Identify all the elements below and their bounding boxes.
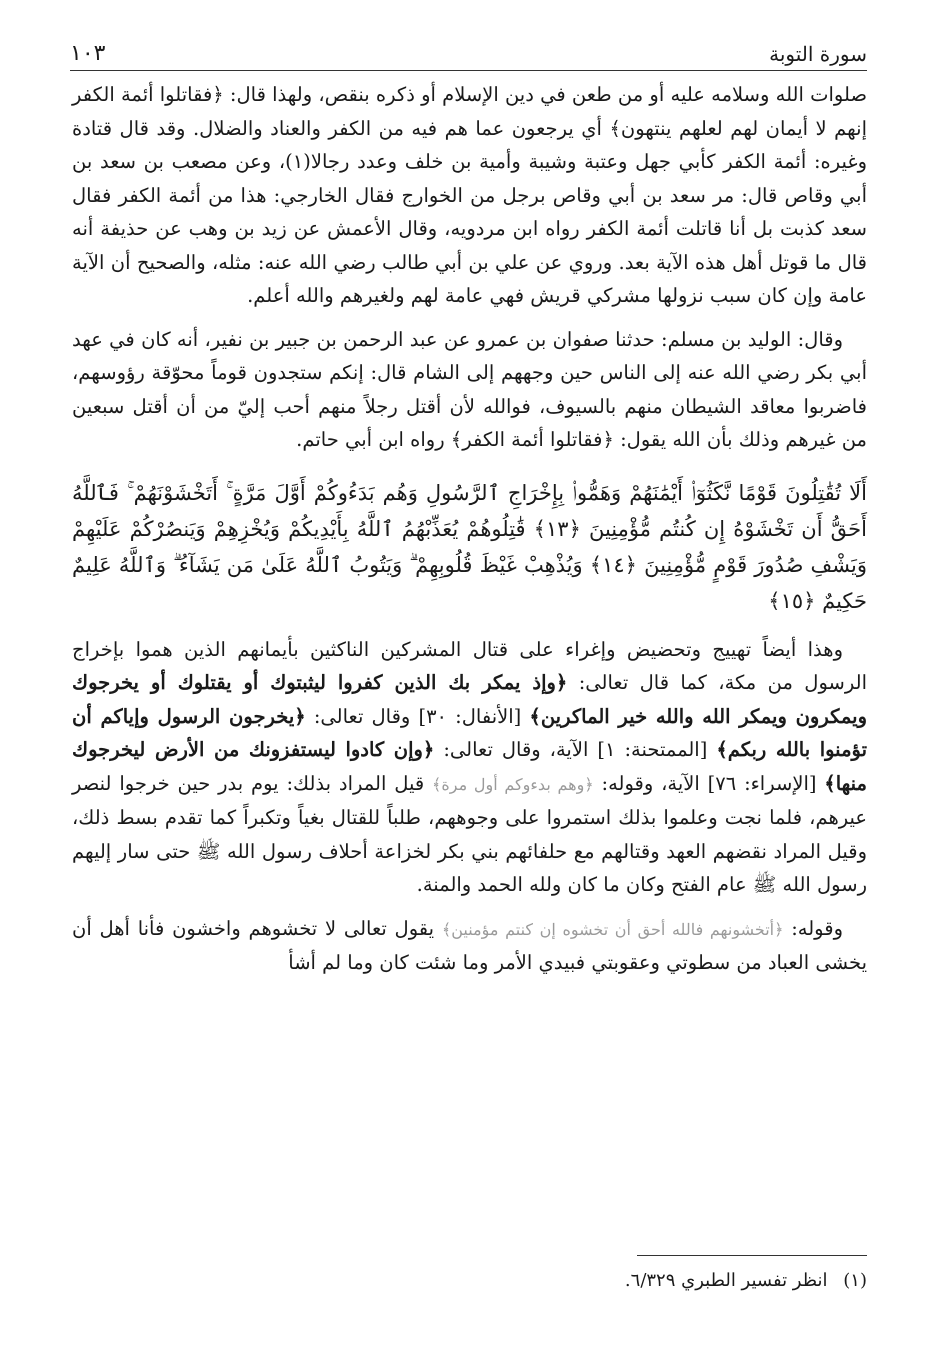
surah-name: سورة التوبة <box>769 42 867 66</box>
text-run: [الممتحنة: ١] الآية، وقال تعالى: <box>434 738 717 761</box>
text-run: [الأنفال: ٣٠] وقال تعالى: <box>305 704 530 728</box>
paragraph: وقال: الوليد بن مسلم: حدثنا صفوان بن عمرو عن عبد الرحمن بن جبير بن نفير، أنه كان في عهد أبي بكر رضي الله عنه إلى الناس حين وجههم إلى الشام قال: إنكم ستجدون قوماً محوّقة رؤوسهم، فاضربوا معاقد الشيطان منهم بالسيوف، فوالله لأن أقتل رجلاً منهم أحب إليّ من أن أقتل سبعين من غيرهم وذلك بأن الله يقول: ﴿فقاتلوا أئمة الكفر﴾ رواه ابن أبي حاتم. <box>72 327 867 451</box>
footnote-number: (١) <box>843 1270 867 1291</box>
footnote-divider <box>637 1255 867 1256</box>
paragraph: صلوات الله وسلامه عليه أو من طعن في دين الإسلام أو ذكره بنقص، ولهذا قال: ﴿فقاتلوا أئمة الكفر إنهم لا أيمان لهم لعلهم ينتهون﴾ أي يرجعون عما هم فيه من الكفر والعناد والضلال. وقد قال قتادة وغيره: أئمة الكفر كأبي جهل وعتبة وشيبة وأمية بن خلف وعدد رجالا(١)، وعن مصعب بن سعد بن أبي وقاص قال: مر سعد بن أبي وقاص برجل من الخوارج فقال الخارجي: هذا من أئمة الكفر فقال سعد كذبت بل أنا قاتلت أئمة الكفر رواه ابن مردويه، وقال الأعمش عن زيد بن وهب عن حذيفة أنه قال ما قوتل أهل هذه الآية بعد. وروي عن علي بن أبي طالب رضي الله عنه: مثله، والصحيح أن الآية عامة وإن كان سبب نزولها مشركي قريش فهي عامة لهم ولغيرهم والله أعلم. <box>72 83 867 307</box>
text-run: وهذا أيضاً تهييج وتحضيض وإغراء على قتال المشركين الناكثين بأيمانهم الذين هموا بإخراج الرسول من مكة، كما قال تعالى: <box>72 637 867 694</box>
paragraph <box>72 912 867 980</box>
footnote <box>625 1270 867 1291</box>
footnote-text: انظر تفسير الطبري ٦/٣٢٩. <box>624 1270 828 1291</box>
page-number: ١٠٣ <box>70 41 106 66</box>
text-run: يقول تعالى لا تخشوهم واخشون فأنا أهل أن يخشى العباد من سطوتي وعقوبتي فبيدي الأمر وما شئت كان وما لم أشأ <box>72 916 867 974</box>
quran-verses: أَلَا تُقَٰتِلُونَ قَوْمًا نَّكَثُوٓا۟ أَيْمَٰنَهُمْ وَهَمُّوا۟ بِإِخْرَاجِ ٱلرَّسُولِ وَهُم بَدَءُوكُمْ أَوَّلَ مَرَّةٍ ۚ أَتَخْشَوْنَهُمْ ۚ فَٱللَّهُ أَحَقُّ أَن تَخْشَوْهُ إِن كُنتُم مُّؤْمِنِينَ ﴿١٣﴾ قَٰتِلُوهُمْ يُعَذِّبْهُمُ ٱللَّهُ بِأَيْدِيكُمْ وَيُخْزِهِمْ وَيَنصُرْكُمْ عَلَيْهِمْ وَيَشْفِ صُدُورَ قَوْمٍ مُّؤْمِنِينَ ﴿١٤﴾ وَيُذْهِبْ غَيْظَ قُلُوبِهِمْ ۗ وَيَتُوبُ ٱللَّهُ عَلَىٰ مَن يَشَآءُ ۗ وَٱللَّهُ عَلِيمٌ حَكِيمٌ ﴿١٥﴾ <box>72 480 868 613</box>
quran-quote-faint: ﴿وهم بدءوكم أول مرة﴾ <box>432 774 594 794</box>
quran-quote-faint: ﴿أتخشونهم فالله أحق أن تخشوه إن كنتم مؤمنين﴾ <box>441 919 784 939</box>
text-run: قيل المراد بذلك: يوم بدر حين خرجوا لنصر عيرهم، فلما نجت وعلموا بذلك استمروا على وجوههم، طلباً للقتال بغياً وتكبراً كما تقدم بسط ذلك، وقيل المراد نقضهم العهد وقتالهم مع حلفائهم بني بكر لخزاعة أحلاف رسول الله ﷺ حتى سار إليهم رسول الله ﷺ عام الفتح وكان ما كان ولله الحمد والمنة. <box>72 771 867 896</box>
page-body <box>72 78 867 990</box>
text-run: وقوله: <box>783 916 843 940</box>
quran-quote: ﴿وإذ يمكر بك الذين كفروا ليثبتوك أو يقتلوك أو يخرجوك ويمكرون ويمكر الله والله خير الماكرين﴾ <box>72 671 867 728</box>
paragraph <box>72 633 867 902</box>
text-run: [الإسراء: ٧٦] الآية، وقوله: <box>593 771 825 795</box>
quran-quote: ﴿يخرجون الرسول وإياكم أن تؤمنوا بالله ربكم﴾ <box>72 704 868 761</box>
quran-quote: ﴿وإن كادوا ليستفزونك من الأرض ليخرجوك منها﴾ <box>72 738 867 795</box>
page-header <box>70 26 867 71</box>
